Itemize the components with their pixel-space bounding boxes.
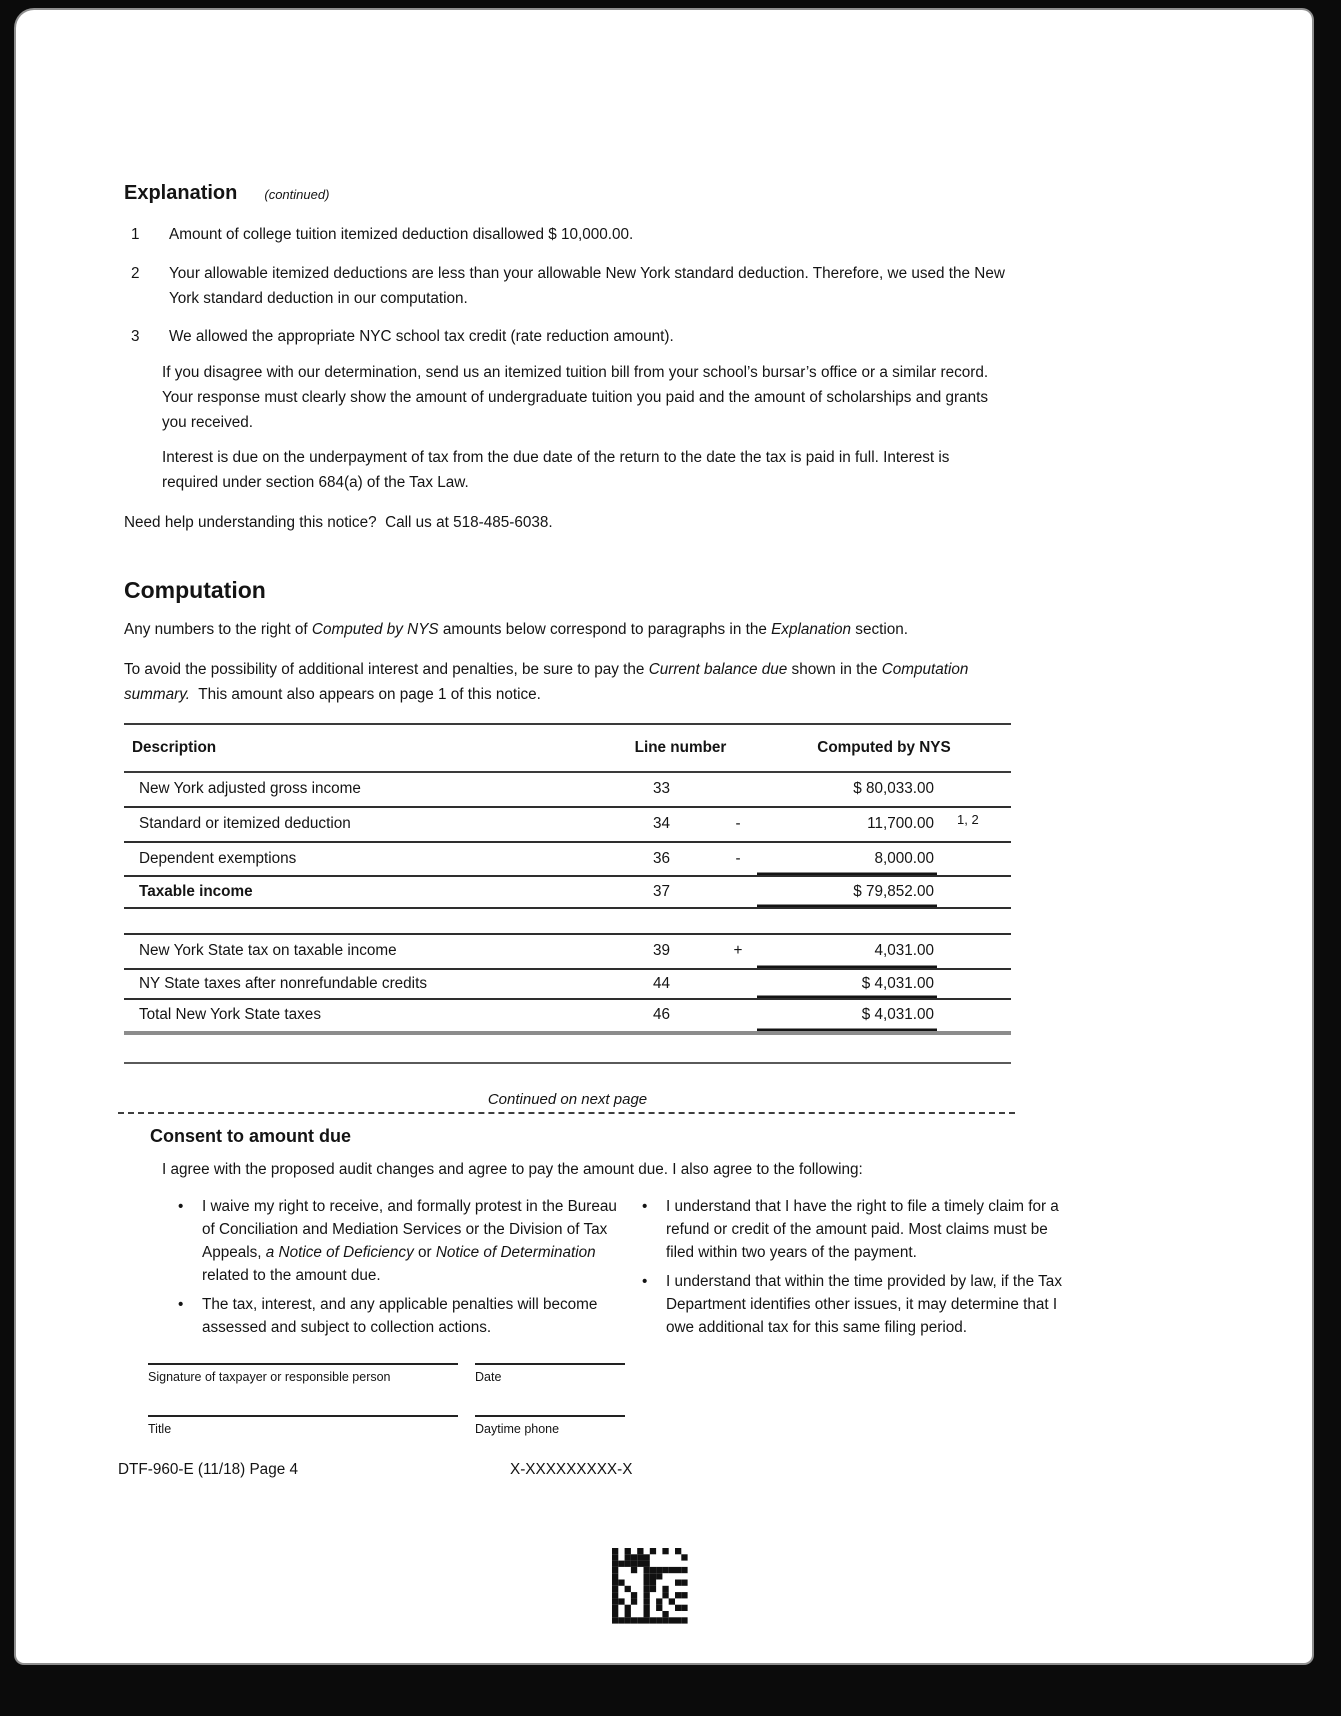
- bullet-text: I understand that I have the right to file a timely claim for a refund or credit of the amount paid. Most claims must be filed within two years of the payment.: [666, 1197, 1059, 1261]
- row-description: NY State taxes after nonrefundable credits: [139, 974, 427, 992]
- signature-block: [148, 1363, 798, 1437]
- bullet-icon: •: [178, 1295, 184, 1313]
- title-field: Title: [148, 1415, 458, 1437]
- consent-columns: [176, 1195, 1062, 1339]
- row-sign: [719, 970, 757, 998]
- intro1-em2: Explanation: [771, 621, 852, 638]
- bullet-icon: •: [642, 1272, 648, 1290]
- page-footer: [118, 1460, 1029, 1481]
- intro1-pre: Any numbers to the right of: [124, 621, 312, 638]
- row-note: [937, 935, 1011, 968]
- signature-field: Signature of taxpayer or responsible person: [148, 1363, 458, 1385]
- consent-bullet-waive: [176, 1195, 620, 1287]
- consent-bullet-refund: [640, 1195, 1066, 1264]
- table-row: [124, 1000, 1011, 1035]
- row-description: Total New York State taxes: [139, 1006, 321, 1024]
- disagree-paragraph: If you disagree with our determination, send us an itemized tuition bill from your school’s bursar’s office or a similar record. Your response must clearly show the amount of undergraduate tuition you paid and the amount of scholarships and grants you received.: [162, 364, 989, 431]
- row-line-number: 46: [652, 1006, 670, 1024]
- consent-bullet-assessed: [176, 1293, 620, 1339]
- row-note: [937, 877, 1011, 907]
- row-sign: [719, 1000, 757, 1031]
- row-description: Standard or itemized deduction: [139, 815, 351, 833]
- intro2-pre: To avoid the possibility of additional interest and penalties, be sure to pay the: [124, 661, 649, 679]
- computation-intro-1: [124, 617, 970, 642]
- b1-em1: a Notice of Deficiency: [265, 1243, 414, 1261]
- explanation-item-3: [124, 324, 1008, 349]
- intro2-mid: shown in the: [787, 661, 882, 679]
- row-amount: $ 80,033.00: [853, 780, 934, 798]
- b1-post: related to the amount due.: [202, 1266, 381, 1284]
- row-note: [937, 970, 1011, 998]
- help-line: Need help understanding this notice? Call us at 518-485-6038.: [124, 514, 553, 531]
- bullet-icon: •: [178, 1197, 184, 1215]
- table-row: [124, 970, 1011, 1000]
- continued-note: Continued on next page: [487, 1090, 648, 1108]
- intro1-post: section.: [851, 621, 909, 638]
- row-line-number: 39: [652, 942, 670, 960]
- column-header-description: Description: [132, 738, 217, 756]
- dashed-separator: [118, 1112, 1015, 1114]
- bullet-text: The tax, interest, and any applicable penalties will become assessed and subject to collection actions.: [202, 1295, 598, 1336]
- interest-paragraph: Interest is due on the underpayment of tax from the due date of the return to the date the tax is paid in full. Interest is required under section 684(a) of the Tax Law.: [162, 449, 950, 491]
- table-row: [124, 935, 1011, 970]
- computation-heading: Computation: [124, 577, 266, 603]
- consent-intro: I agree with the proposed audit changes and agree to pay the amount due. I also agree to the following:: [162, 1160, 863, 1178]
- signature-row-2: [148, 1415, 798, 1437]
- b1-pre: I waive my right to receive, and formally protest in the Bureau of Conciliation and Mediation Services or the Division of Tax Appeals,: [202, 1197, 617, 1261]
- row-amount: 8,000.00: [757, 843, 937, 875]
- row-sign: [719, 877, 757, 907]
- explanation-heading-continued: (continued): [264, 187, 330, 202]
- table-spacer-row: [124, 909, 1011, 935]
- consent-right-column: [640, 1195, 1066, 1339]
- row-description: New York adjusted gross income: [139, 780, 361, 798]
- row-amount: $ 4,031.00: [757, 1000, 937, 1031]
- bullet-text: [202, 1195, 620, 1287]
- intro1-mid: amounts below correspond to paragraphs in the: [438, 621, 772, 638]
- form-id: DTF-960-E (11/18) Page 4: [118, 1460, 298, 1478]
- intro2-post: This amount also appears on page 1 of this notice.: [190, 686, 541, 704]
- bullet-icon: •: [642, 1197, 648, 1215]
- item-number: 2: [131, 265, 140, 282]
- row-description: New York State tax on taxable income: [139, 942, 397, 960]
- item-text: Amount of college tuition itemized deduction disallowed $ 10,000.00.: [169, 226, 634, 243]
- column-header-line-number: Line number: [634, 738, 727, 756]
- consent-bullet-other-issues: [640, 1270, 1066, 1339]
- row-amount: 4,031.00: [757, 935, 937, 968]
- table-row: [124, 808, 1011, 843]
- notice-page: [16, 10, 1312, 1663]
- intro2-em1: Current balance due: [648, 661, 788, 679]
- item-text: Your allowable itemized deductions are less than your allowable New York standard deduction. Therefore, we used the New York standard deduction in our computation.: [169, 265, 1005, 307]
- table-bottom-rule: [124, 1035, 1011, 1064]
- consent-left-column: [176, 1195, 620, 1339]
- item-text: We allowed the appropriate NYC school tax credit (rate reduction amount).: [169, 328, 674, 345]
- daytime-phone-field: Daytime phone: [475, 1415, 625, 1437]
- bullet-text: I understand that within the time provided by law, if the Tax Department identifies other issues, it may determine that I owe additional tax for this same filing period.: [666, 1272, 1062, 1336]
- consent-heading: Consent to amount due: [150, 1125, 351, 1146]
- row-amount: $ 4,031.00: [757, 970, 937, 998]
- date-field: Date: [475, 1363, 625, 1385]
- row-note: [937, 773, 1011, 806]
- row-note: [937, 843, 1011, 875]
- row-line-number: 37: [652, 882, 670, 900]
- explanation-heading: [124, 180, 1029, 208]
- row-line-number: 44: [652, 974, 670, 992]
- row-note: [937, 1000, 1011, 1031]
- row-amount: $ 79,852.00: [757, 877, 937, 907]
- signature-row-1: [148, 1363, 798, 1385]
- row-line-number: 36: [652, 849, 670, 867]
- table-header-row: [124, 725, 1011, 773]
- row-sign: [719, 773, 757, 806]
- row-sign: -: [735, 849, 741, 867]
- computation-table: [124, 723, 1011, 1035]
- explanation-item-1: [124, 222, 1008, 247]
- row-sign: +: [733, 942, 743, 960]
- row-description: Dependent exemptions: [139, 849, 297, 867]
- row-footnote-marker: 1, 2: [957, 811, 979, 827]
- table-row: [124, 877, 1011, 909]
- datamatrix-barcode: [612, 1548, 688, 1624]
- explanation-item-2: [124, 261, 1008, 311]
- row-line-number: 34: [652, 815, 670, 833]
- row-sign: -: [735, 815, 741, 833]
- b1-mid: or: [413, 1243, 436, 1261]
- row-line-number: 33: [652, 780, 670, 798]
- b1-em2: Notice of Determination: [435, 1243, 596, 1261]
- explanation-heading-text: Explanation: [124, 182, 238, 204]
- page-content: [118, 10, 1062, 1481]
- intro1-em1: Computed by NYS: [311, 621, 439, 638]
- computation-intro-2: [124, 657, 970, 707]
- document-number: X-XXXXXXXXX-X: [510, 1460, 633, 1478]
- row-description: Taxable income: [139, 882, 253, 900]
- table-row: [124, 773, 1011, 808]
- table-row: [124, 843, 1011, 877]
- row-amount: 11,700.00: [867, 815, 934, 833]
- item-number: 1: [131, 226, 140, 243]
- intro2-em2: Computation summary.: [124, 661, 969, 704]
- item-number: 3: [131, 328, 140, 345]
- column-header-computed: Computed by NYS: [817, 738, 951, 756]
